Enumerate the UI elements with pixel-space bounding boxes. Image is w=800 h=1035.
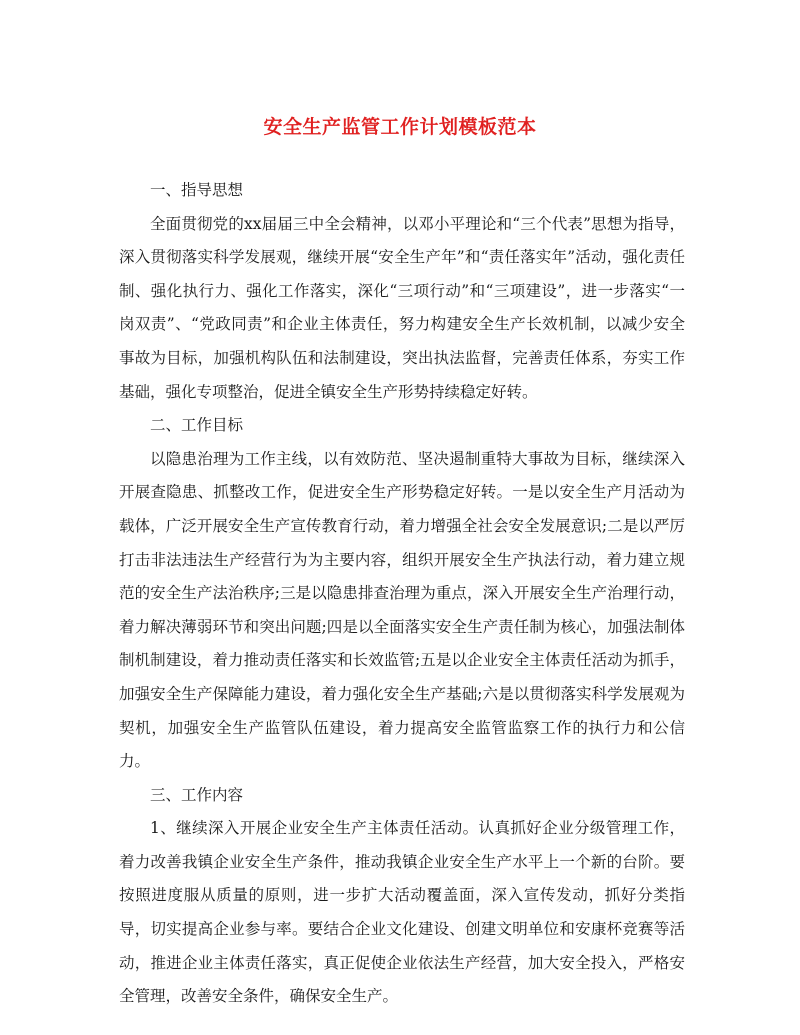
section-paragraph-work-goals: 以隐患治理为工作主线，以有效防范、坚决遏制重特大事故为目标，继续深入开展查隐患、抓整改工作，促进安全生产形势稳定好转。一是以安全生产月活动为载体，广泛开展安全生产宣传教育行动，着力增强全社会安全发展意识;二是以严厉打击非法违法生产经营行为为主要内容，组织开展安全生产执法行动，着力建立规范的安全生产法治秩序;三是以隐患排查治理为重点，深入开展安全生产治理行动，着力解决薄弱环节和突出问题;四是以全面落实安全生产责任制为核心，加强法制体制机制建设，着力推动责任落实和长效监管;五是以企业安全主体责任活动为抓手，加强安全生产保障能力建设，着力强化安全生产基础;六是以贯彻落实科学发展观为契机，加强安全生产监管队伍建设，着力提高安全监管监察工作的执行力和公信力。 (119, 449, 685, 771)
section-heading-guiding-ideology: 一、指导思想 (150, 181, 244, 199)
document-title: 安全生产监管工作计划模板范本 (263, 116, 537, 138)
section-heading-work-goals: 二、工作目标 (150, 416, 244, 435)
section-paragraph-guiding-ideology: 全面贯彻党的xx届届三中全会精神，以邓小平理论和“三个代表”思想为指导，深入贯彻落实科学发展观，继续开展“安全生产年”和“责任落实年”活动，强化责任制、强化执行力、强化工作落实，深化“三项行动”和“三项建设”，进一步落实“一岗双责”、“党政同责”和企业主体责任，努力构建安全生产长效机制，以减少安全事故为目标，加强机构队伍和法制建设，突出执法监督，完善责任体系，夯实工作基础，强化专项整治，促进全镇安全生产形势持续稳定好转。 (119, 214, 685, 401)
section-heading-work-content: 三、工作内容 (150, 785, 244, 804)
section-paragraph-work-content: 1、继续深入开展企业安全生产主体责任活动。认真抓好企业分级管理工作，着力改善我镇企业安全生产条件，推动我镇企业安全生产水平上一个新的台阶。要按照进度服从质量的原则，进一步扩大活动覆盖面，深入宣传发动，抓好分类指导，切实提高企业参与率。要结合企业文化建设、创建文明单位和安康杯竞赛等活动，推进企业主体责任落实，真正促使企业依法生产经营，加大安全投入，严格安全管理，改善安全条件，确保安全生产。 (119, 819, 685, 1006)
document-body (119, 174, 685, 1014)
